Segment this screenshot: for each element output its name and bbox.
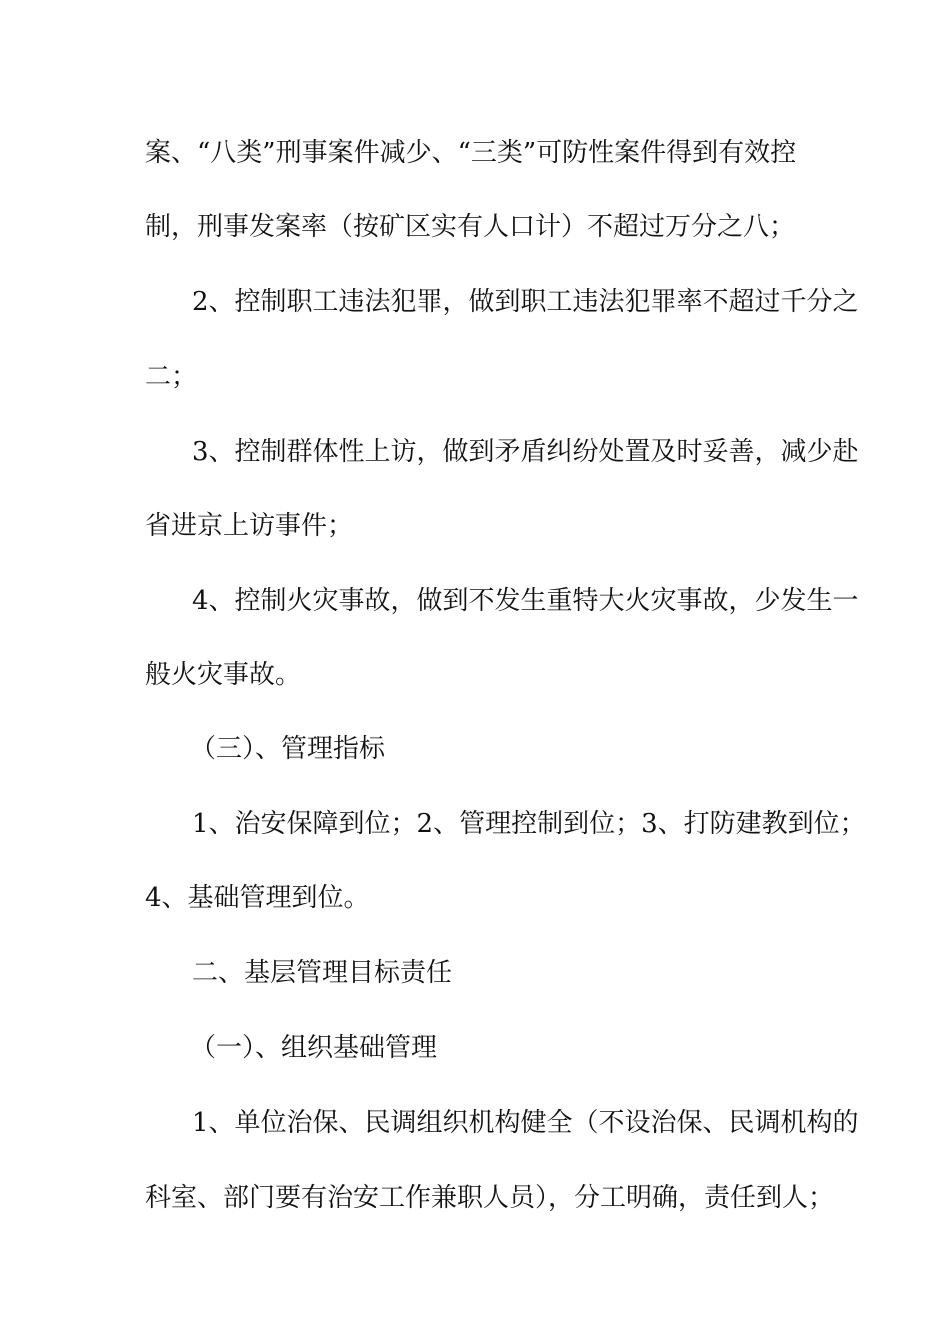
section-heading-grassroots-responsibility: 二、基层管理目标责任 [192,958,453,988]
paragraph-line-2: 制，刑事发案率（按矿区实有人口计）不超过万分之八； [145,212,796,242]
paragraph-line-4: 二； [145,362,198,392]
paragraph-line-14: 1、单位治保、民调组织机构健全（不设治保、民调机构的 [192,1108,859,1138]
paragraph-line-15: 科室、部门要有治安工作兼职人员），分工明确，责任到人； [145,1183,835,1213]
subsection-heading-organization-management: （一）、组织基础管理 [190,1033,438,1063]
paragraph-line-11: 4、基础管理到位。 [145,883,370,913]
paragraph-line-1: 案、“八类”刑事案件减少、“三类”可防性案件得到有效控 [145,138,797,168]
paragraph-line-5: 3、控制群体性上访，做到矛盾纠纷处置及时妥善，减少赴 [192,437,859,467]
paragraph-line-6: 省进京上访事件； [145,511,354,541]
section-heading-management-indicators: （三）、管理指标 [190,734,386,764]
paragraph-line-7: 4、控制火灾事故，做到不发生重特大火灾事故，少发生一 [192,586,859,616]
paragraph-line-8: 般火灾事故。 [145,660,302,690]
paragraph-line-3: 2、控制职工违法犯罪，做到职工违法犯罪率不超过千分之 [192,287,859,317]
paragraph-line-10: 1、治安保障到位；2、管理控制到位；3、打防建教到位； [192,809,866,839]
